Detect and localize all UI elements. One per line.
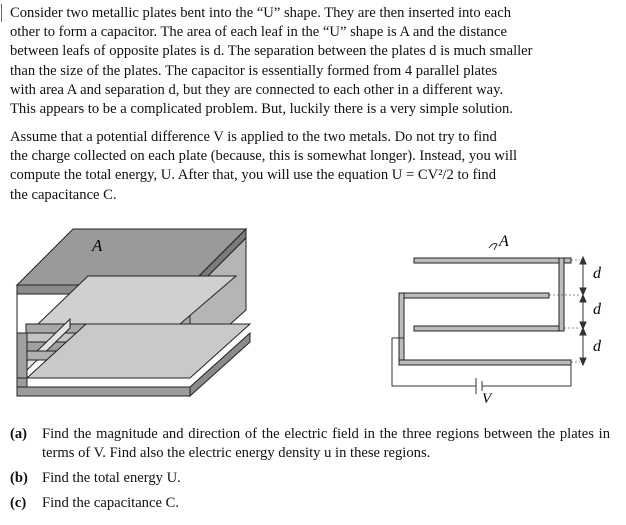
plates-3d-sketch — [17, 229, 250, 396]
plate-leaf — [414, 326, 564, 331]
gap-label: d — [593, 301, 601, 318]
plate-leaf — [399, 293, 549, 298]
circuit-wires — [392, 338, 571, 394]
question-text: Find the capacitance C. — [42, 495, 179, 511]
margin-mark — [1, 4, 2, 22]
text-line: with area A and separation d, but they are connected to each other in a different way. — [10, 81, 504, 98]
question-item — [10, 425, 610, 463]
text-line: than the size of the plates. The capacitor is essentially formed from 4 parallel plates — [10, 62, 498, 79]
text-line: This appears to be a complicated problem. But, luckily there is a very simple solution. — [10, 101, 513, 118]
area-pointer-icon — [489, 244, 497, 251]
text-line: the capacitance C. — [10, 186, 117, 203]
gap-label: d — [593, 265, 601, 282]
question-text: Find the magnitude and direction of the electric field in the three regions between the plates in terms of V. Find also the electric energy density u in these regions. — [42, 426, 610, 461]
text-line: other to form a capacitor. The area of each leaf in the “U” shape is A and the distance — [10, 24, 507, 41]
capacitor-figure — [0, 220, 626, 420]
plate-leaf — [399, 360, 571, 365]
question-list — [10, 425, 610, 519]
gap-arrows — [580, 257, 586, 365]
text-line: compute the total energy, U. After that, you will use the equation U = CV²/2 to find — [10, 167, 496, 184]
plate-connector — [399, 293, 404, 365]
problem-paragraph-1 — [10, 4, 608, 119]
question-label: (a) — [10, 426, 28, 442]
problem-paragraph-2 — [10, 128, 608, 205]
text-line: Consider two metallic plates bent into the “U” shape. They are then inserted into each — [10, 5, 512, 21]
question-item — [10, 494, 610, 513]
question-label: (b) — [10, 470, 28, 486]
question-label: (c) — [10, 495, 27, 511]
question-text: Find the total energy U. — [42, 470, 181, 486]
voltage-label: V — [482, 391, 492, 407]
gap-label: d — [593, 338, 601, 355]
area-label-right: A — [499, 233, 509, 250]
plate-connector — [559, 258, 564, 331]
question-item — [10, 469, 610, 488]
text-line: Assume that a potential difference V is applied to the two metals. Do not try to find — [10, 129, 497, 145]
text-line: the charge collected on each plate (because, this is somewhat longer). Instead, you will — [10, 148, 518, 165]
area-label-left: A — [92, 236, 103, 255]
plate-leaf — [414, 258, 571, 263]
cross-section — [399, 258, 571, 365]
text-line: between leafs of opposite plates is d. The separation between the plates d is much smaller — [10, 43, 533, 60]
